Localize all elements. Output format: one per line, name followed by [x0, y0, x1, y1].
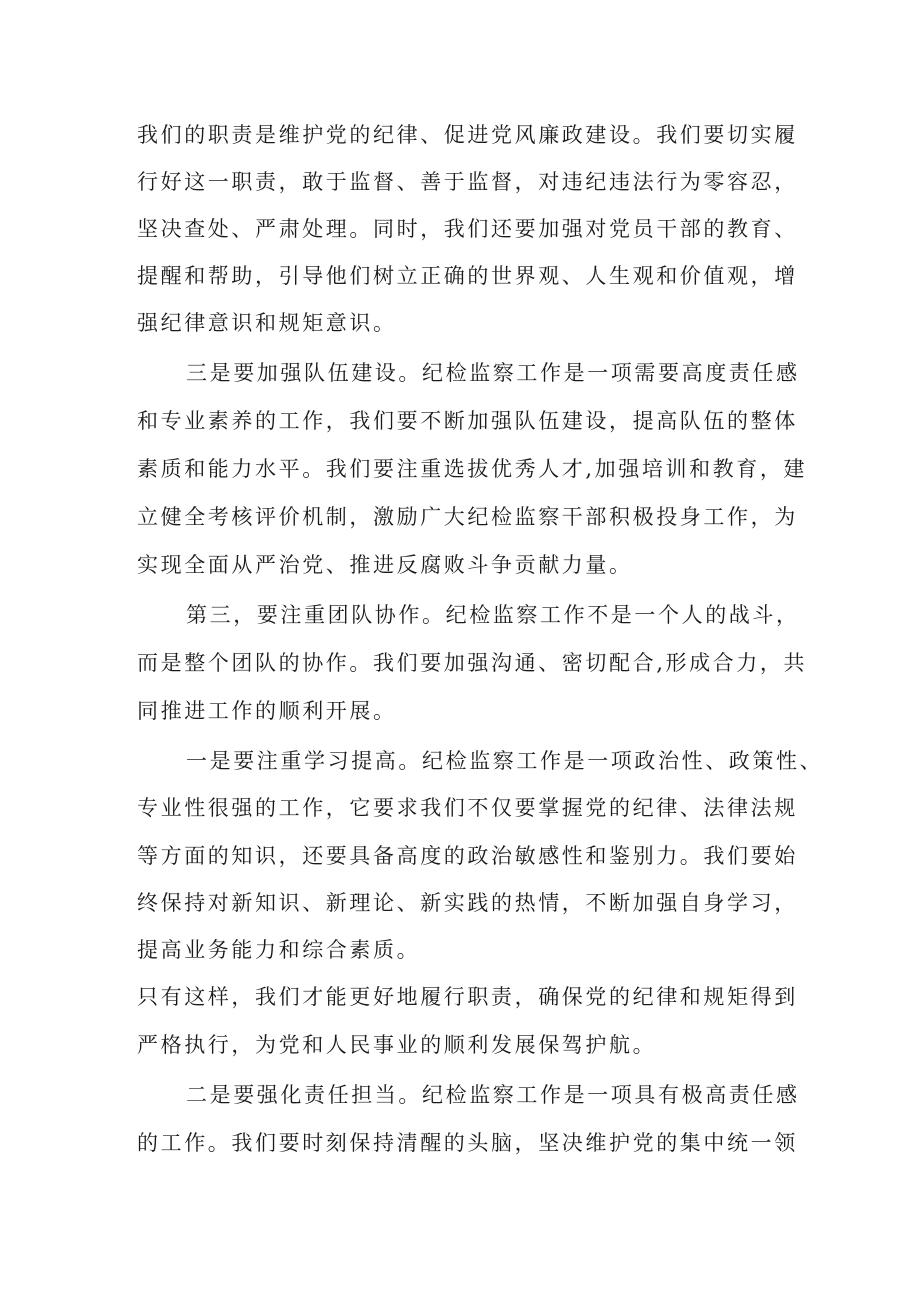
text-line: 素质和能力水平。我们要注重选拔优秀人才,加强培训和教育，建: [137, 457, 808, 481]
paragraph-first-line: 一是要注重学习提高。纪检监察工作是一项政治性、政策性、: [186, 749, 824, 773]
text-line: 行好这一职责，敢于监督、善于监督，对违纪违法行为零容忍，: [137, 170, 798, 194]
text-line: 立健全考核评价机制，激励广大纪检监察干部积极投身工作，为: [137, 505, 798, 529]
text-line: 的工作。我们要时刻保持清醒的头脑，坚决维护党的集中统一领: [137, 1131, 798, 1155]
text-line: 实现全面从严治党、推进反腐败斗争贡献力量。: [137, 553, 633, 577]
text-line: 提高业务能力和综合素质。: [137, 938, 421, 962]
paragraph-first-line: 二是要强化责任担当。纪检监察工作是一项具有极高责任感: [186, 1083, 800, 1107]
paragraph-first-line: 只有这样，我们才能更好地履行职责，确保党的纪律和规矩得到: [137, 985, 798, 1009]
paragraph-first-line: 三是要加强队伍建设。纪检监察工作是一项需要高度责任感: [186, 361, 800, 385]
text-line: 提醒和帮助，引导他们树立正确的世界观、人生观和价值观，增: [137, 264, 798, 288]
text-line: 同推进工作的顺利开展。: [137, 699, 397, 723]
text-line: 和专业素养的工作，我们要不断加强队伍建设，提高队伍的整体: [137, 409, 798, 433]
text-line: 严格执行，为党和人民事业的顺利发展保驾护航。: [137, 1033, 657, 1057]
text-line: 强纪律意识和规矩意识。: [137, 311, 397, 335]
text-line: 等方面的知识，还要具备高度的政治敏感性和鉴别力。我们要始: [137, 844, 798, 868]
text-line: 终保持对新知识、新理论、新实践的热情，不断加强自身学习，: [137, 891, 798, 915]
text-line: 我们的职责是维护党的纪律、促进党风廉政建设。我们要切实履: [137, 123, 798, 147]
paragraph-first-line: 第三，要注重团队协作。纪检监察工作不是一个人的战斗，: [186, 603, 800, 627]
text-line: 而是整个团队的协作。我们要加强沟通、密切配合,形成合力，共: [137, 651, 808, 675]
text-line: 专业性很强的工作，它要求我们不仅要掌握党的纪律、法律法规: [137, 796, 798, 820]
text-line: 坚决查处、严肃处理。同时，我们还要加强对党员干部的教育、: [137, 217, 798, 241]
